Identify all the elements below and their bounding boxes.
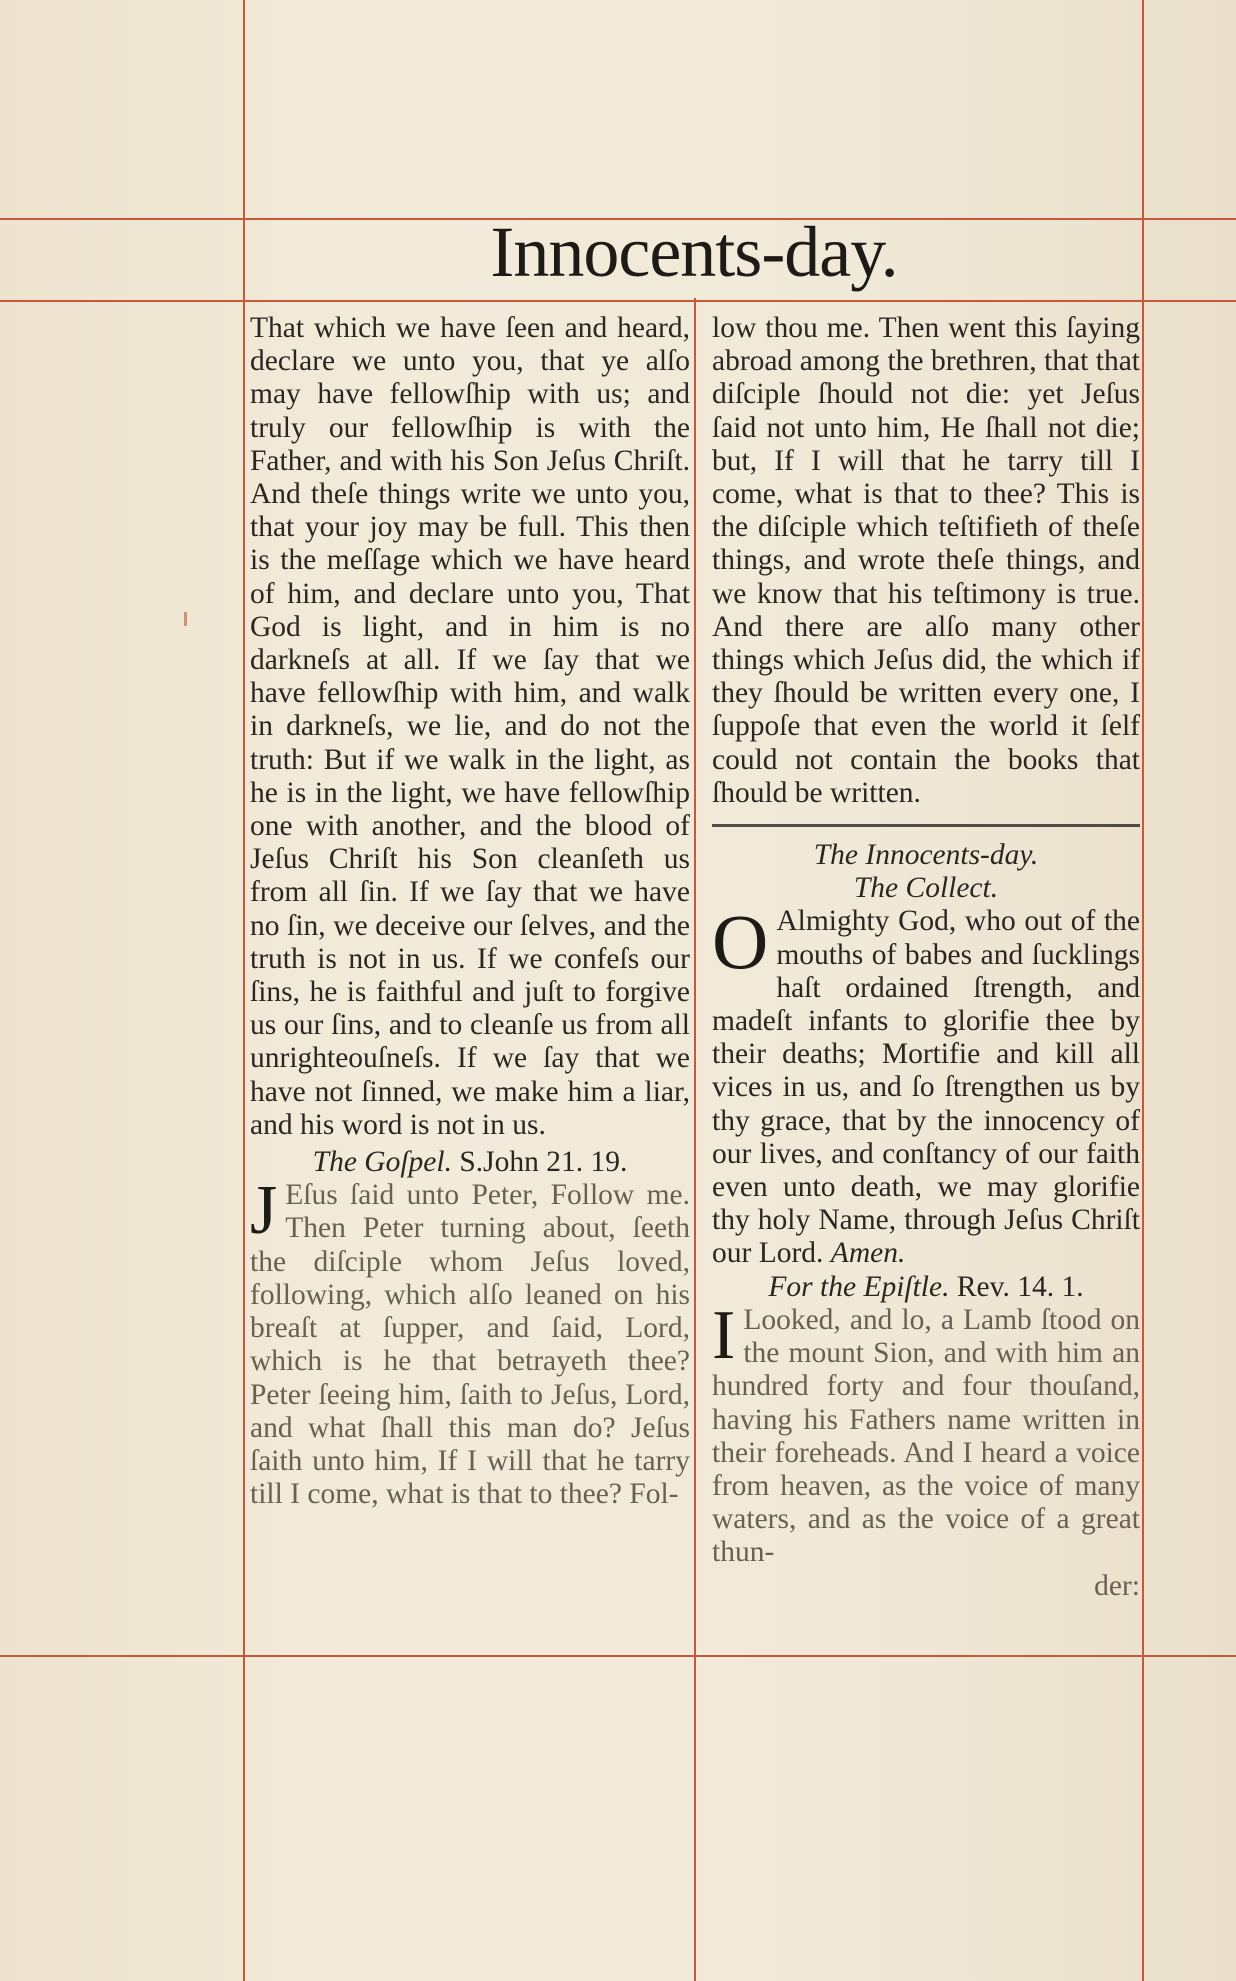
gospel-text: Eſus ſaid unto Peter, Follow me. Then Peter turning about, ſeeth the diſciple whom Jeſus loved, following, which alſo leaned on his breaſt at ſupper, and ſaid, Lord, which is he that betrayeth thee? Peter ſeeing him, ſaith to Jeſus, Lord, and what ſhall this man do? Jeſus ſaith unto him, If I will that he tarry till I come, what is that to thee? Fol- [250,1179,690,1511]
gospel-text-block [250,1172,690,1511]
gospel-continuation: low thou me. Then went this ſaying abroad among the brethren, that that diſciple ſhould not die: yet Jeſus ſaid not unto him, He ſhall not die; but, If I will that he tarry till I come, what is that to thee? This is the diſciple which teſtifieth of theſe things, and wrote theſe things, and we know that his teſtimony is true. And there are alſo many other things which Jeſus did, the which if they ſhould be written every one, I ſuppoſe that even the world it ſelf could not contain the books that ſhould be written. [712,312,1140,809]
epistle2-heading-ref: Rev. 14. 1. [956,1270,1084,1303]
collect-text: Almighty God, who out of the mouths of babes and ſucklings haſt ordained ſtrength, and madeſt infants to glorifie thee by their deaths; Mortifie and kill all vices in us, and ſo ſtrengthen us by thy grace, that by the innocency of our lives, and conſtancy of our faith even unto death, we may glorifie thy holy Name, through Jeſus Chriſt our Lord. [712,905,1140,1270]
rule-title-bottom [0,300,1236,302]
rule-center [694,298,696,1981]
right-column [712,312,1140,1603]
page-title: Innocents-day. [490,212,898,292]
epistle2-text-block [712,1296,1140,1570]
collect-heading-1: The Innocents-day. [813,839,1039,872]
rule-text-bottom [0,1655,1236,1657]
collect-heading-2: The Collect. [853,872,999,905]
section-separator [712,824,1140,827]
margin-mark [184,612,187,626]
gospel-heading [250,1146,690,1179]
collect-amen: Amen. [830,1237,906,1270]
catchword: der: [1094,1569,1140,1602]
gospel-heading-ref: S.John 21. 19. [459,1146,628,1179]
epistle2-heading [712,1271,1140,1304]
rule-right [1142,0,1144,1981]
gospel-dropcap: J [250,1172,278,1250]
epistle2-text: Looked, and lo, a Lamb ſtood on the mount Sion, and with him an hundred forty and four thouſand, having his Fathers name written in their foreheads. And I heard a voice from heaven, as the voice of many waters, and as the voice of a great thun- [712,1303,1140,1569]
epistle2-dropcap: I [712,1296,736,1374]
rule-left [243,0,245,1981]
collect-dropcap: O [712,898,769,986]
epistle-text: That which we have ſeen and heard, declare we unto you, that ye alſo may have fellowſhip with us; and truly our fellowſhip is with the Father, and with his Son Jeſus Chriſt. And theſe things write we unto you, that your joy may be full. This then is the meſſage which we have heard of him, and declare unto you, That God is light, and in him is no darkneſs at all. If we ſay that we have fellowſhip with him, and walk in darkneſs, we lie, and do not the truth: But if we walk in the light, as he is in the light, we have fellowſhip one with another, and the blood of Jeſus Chriſt his Son cleanſeth us from all ſin. If we ſay that we have no ſin, we deceive our ſelves, and the truth is not in us. If we confeſs our ſins, he is faithful and juſt to forgive us our ſins, and to cleanſe us from all unrighteouſneſs. If we ſay that we have not ſinned, we make him a liar, and his word is not in us. [250,312,690,1141]
left-column [250,312,690,1511]
epistle2-heading-label: For the Epiſtle. [768,1270,950,1303]
gospel-heading-label: The Goſpel. [312,1146,452,1179]
collect-text-block [712,898,1140,1270]
